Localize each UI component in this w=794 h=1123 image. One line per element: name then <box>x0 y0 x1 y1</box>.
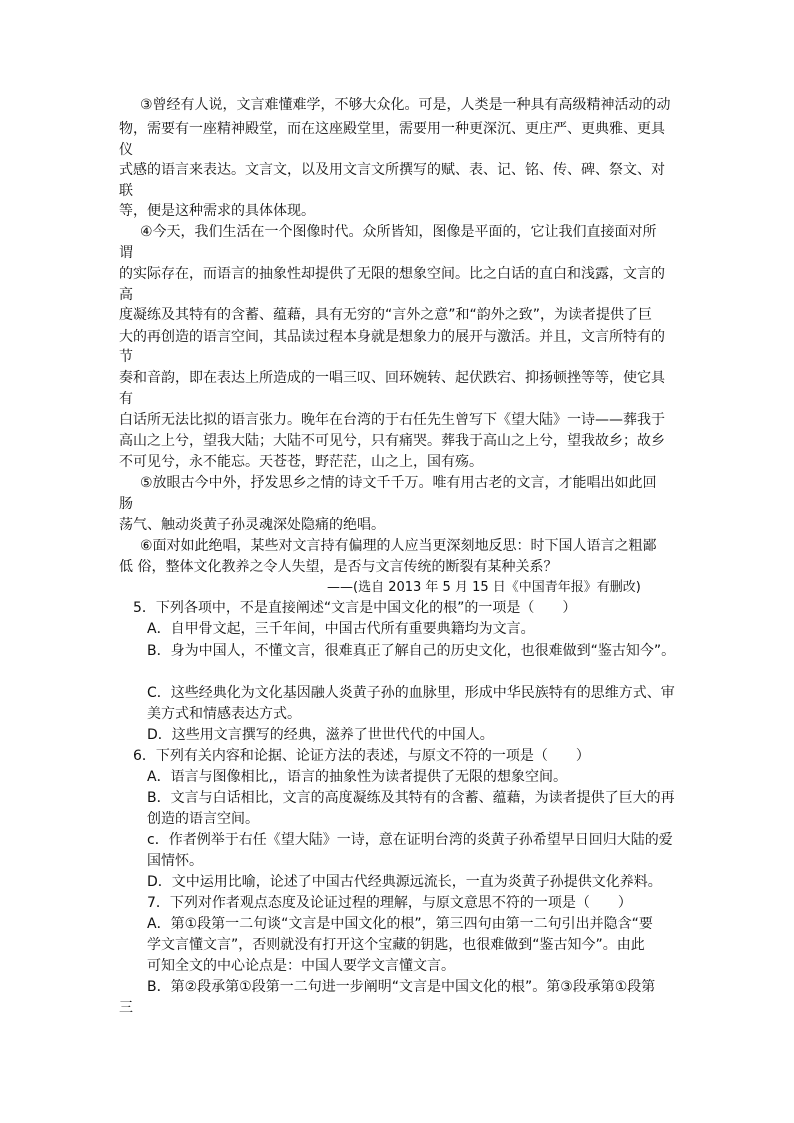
question-5-option-c-line-1: C．这些经典化为文化基因融人炎黄子孙的血脉里，形成中华民族特有的思维方式、审 <box>147 685 675 701</box>
question-5-option-d: D．这些用文言撰写的经典，滋养了世世代代的中国人。 <box>147 727 494 743</box>
paragraph-4-line-3: 的实际存在，而语言的抽象性却提供了无限的想象空间。比之白话的直白和浅露，文言的 <box>119 266 665 282</box>
paragraph-3-line-2: 物，需要有一座精神殿堂，而在这座殿堂里，需要用一种更深沉、更庄严、更典雅、更具 <box>119 121 665 137</box>
question-5-option-b: B．身为中国人，不懂文言，很难真正了解自己的历史文化，也很难做到“鉴古知今”。 <box>147 643 676 659</box>
question-7-option-a-line-2: 学文言懂文言”，否则就没有打开这个宝藏的钥匙，也很难做到“鉴古知今”。由此 <box>147 937 645 953</box>
paragraph-4-line-8: 奏和音韵，即在表达上所造成的一唱三叹、回环婉转、起伏跌宕、抑扬顿挫等等，使它具 <box>119 370 665 386</box>
paragraph-4-line-4: 高 <box>119 287 133 303</box>
paragraph-3-line-6: 等，便是这种需求的具体体现。 <box>119 203 315 219</box>
paragraph-4-line-2: 谓 <box>119 245 133 261</box>
question-6-option-a: A．语言与图像相比,，语言的抽象性为读者提供了无限的想象空间。 <box>147 769 568 785</box>
paragraph-4-line-7: 节 <box>119 349 133 365</box>
question-5-option-a: A．自甲骨文起，三千年间，中国古代所有重要典籍均为文言。 <box>147 621 535 637</box>
question-6-option-c-line-1: c．作者例举于右任《望大陆》一诗，意在证明台湾的炎黄子孙希望早日回归大陆的爱 <box>147 832 673 848</box>
question-7-option-b-line-1: B．第②段承第①段第一二句进一步阐明“文言是中国文化的根”。第③段承第①段第 <box>147 979 656 995</box>
paragraph-4-line-6: 大的再创造的语言空间，其品读过程本身就是想象力的展开与激活。并且，文言所特有的 <box>119 329 665 345</box>
paragraph-3-line-5: 联 <box>119 183 133 199</box>
question-7-option-b-line-2: 三 <box>119 1000 133 1016</box>
paragraph-4-line-10: 白话所无法比拟的语言张力。晚年在台湾的于右任先生曾写下《望大陆》一诗——葬我于 <box>119 412 665 428</box>
paragraph-4-line-12: 不可见兮，永不能忘。天苍苍，野茫茫，山之上，国有殇。 <box>119 454 483 470</box>
paragraph-3-line-3: 仪 <box>119 142 133 158</box>
question-6-option-b-line-2: 创造的语言空间。 <box>147 811 259 827</box>
question-6-option-d: D．文中运用比喻，论述了中国古代经典源远流长，一直为炎黄子孙提供文化养料。 <box>147 874 662 890</box>
paragraph-4-line-11: 高山之上兮，望我大陆；大陆不可见兮，只有痛哭。葬我于高山之上兮，望我故乡；故乡 <box>119 433 665 449</box>
question-6-option-b-line-1: B．文言与白话相比，文言的高度凝练及其特有的含蓄、蕴藉，为读者提供了巨大的再 <box>147 790 675 806</box>
paragraph-6-line-1: ⑥面对如此绝唱，某些对文言持有偏理的人应当更深刻地反思：时下国人语言之粗鄙 <box>140 538 657 554</box>
paragraph-5-line-1: ⑤放眼古今中外，抒发思乡之情的诗文千千万。唯有用古老的文言，才能唱出如此回 <box>140 475 657 491</box>
paragraph-3-line-1: ③曾经有人说，文言难懂难学，不够大众化。可是，人类是一种具有高级精神活动的动 <box>140 97 671 113</box>
paragraph-3-line-4: 式感的语言来表达。文言文，以及用文言文所撰写的赋、表、记、铭、传、碑、祭文、对 <box>119 162 665 178</box>
question-6-stem: 6．下列有关内容和论据、论证方法的表述，与原文不符的一项是（ ） <box>133 748 590 764</box>
paragraph-4-line-1: ④今天，我们生活在一个图像时代。众所皆知，图像是平面的，它让我们直接面对所 <box>140 224 657 240</box>
question-7-option-a-line-3: 可知全文的中心论点是：中国人要学文言懂文言。 <box>147 958 455 974</box>
question-5-option-c-line-2: 美方式和情感表达方式。 <box>147 706 301 722</box>
paragraph-4-line-9: 有 <box>119 391 133 407</box>
paragraph-5-line-3: 荡气、触动炎黄子孙灵魂深处隐痛的绝唱。 <box>119 517 385 533</box>
question-5-stem: 5．下列各项中，不是直接阐述“文言是中国文化的根”的一项是（ ） <box>133 600 577 616</box>
paragraph-4-line-5: 度凝练及其特有的含蓄、蕴藉，具有无穷的“言外之意”和“韵外之致”，为读者提供了巨 <box>119 307 653 323</box>
question-7-stem: 7．下列对作者观点态度及论证过程的理解，与原文意思不符的一项是（ ） <box>147 895 632 911</box>
question-7-option-a-line-1: A．第①段第一二句谈“文言是中国文化的根”，第三四句由第一二句引出并隐含“要 <box>147 916 653 932</box>
source-citation: ——(选自 2013 年 5 月 15 日《中国青年报》有删改) <box>327 580 641 595</box>
paragraph-6-line-2: 低 俗，整体文化教养之令人失望，是否与文言传统的断裂有某种关系？ <box>119 559 558 575</box>
question-6-option-c-line-2: 国情怀。 <box>147 853 203 869</box>
paragraph-5-line-2: 肠 <box>119 496 133 512</box>
